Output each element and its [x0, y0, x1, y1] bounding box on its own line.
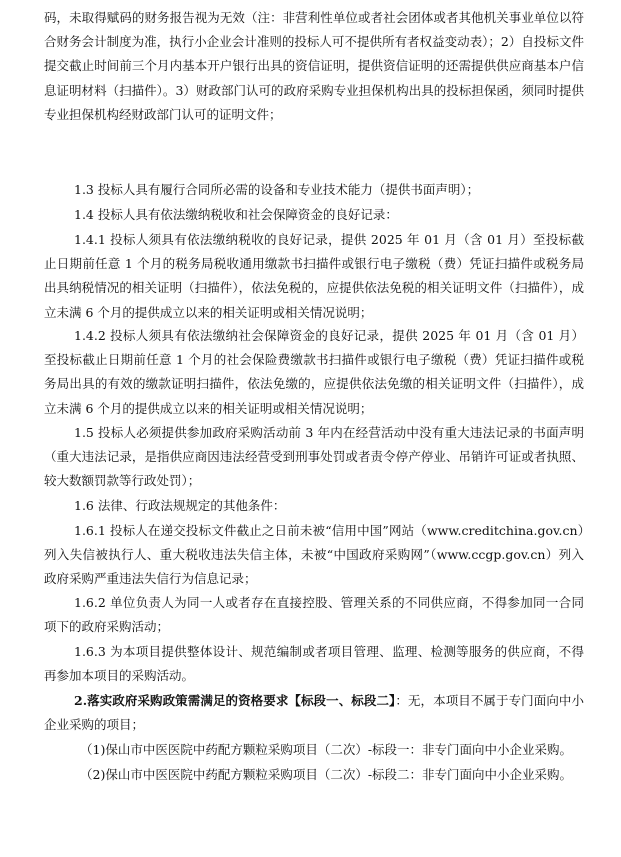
paragraph-lot-1: （1)保山市中医医院中药配方颗粒采购项目（二次）-标段一：非专门面向中小企业采购。 [80, 742, 573, 757]
paragraph-1-4-2: 1.4.2 投标人须具有依法缴纳社会保障资金的良好记录，提供 2025 年 01 月（含 01 月）至投标截止日期前任意 1 个月的社会保险费缴款书扫描件或银行电子缴税（费）凭证扫描件或税务局出具的有效的缴款证明扫描件，依法免缴的，应提供依法免缴的相关证明文件（扫描件），成立未满 6 个月的提供成立以来的相关证明或相关情况说明； [44, 328, 584, 416]
section-2-heading: 2.落实政府采购政策需满足的资格要求【标段一、标段二】 [74, 693, 396, 708]
paragraph-1-6: 1.6 法律、行政法规规定的其他条件： [74, 498, 286, 513]
paragraph-section-2 [44, 689, 584, 737]
paragraph-1-5: 1.5 投标人必须提供参加政府采购活动前 3 年内在经营活动中没有重大违法记录的书面声明（重大违法记录，是指供应商因违法经营受到刑事处罚或者责令停产停业、吊销许可证或者执照、较大数额罚款等行政处罚）； [44, 425, 584, 489]
paragraph-1-6-2: 1.6.2 单位负责人为同一人或者存在直接控股、管理关系的不同供应商，不得参加同一合同项下的政府采购活动； [44, 595, 584, 635]
paragraph-lot-2: （2)保山市中医医院中药配方颗粒采购项目（二次）-标段二：非专门面向中小企业采购。 [80, 767, 573, 782]
paragraph-1-4: 1.4 投标人具有依法缴纳税收和社会保障资金的良好记录： [74, 207, 398, 222]
paragraph-1-6-1: 1.6.1 投标人在递交投标文件截止之日前未被“信用中国”网站（www.creditchina.gov.cn）列入失信被执行人、重大税收违法失信主体，未被“中国政府采购网”（www.ccgp.gov.cn）列入政府采购严重违法失信行为信息记录； [44, 523, 584, 587]
paragraph-1-3: 1.3 投标人具有履行合同所必需的设备和专业技术能力（提供书面声明）； [74, 182, 480, 197]
paragraph-financial-report: 码，未取得赋码的财务报告视为无效（注：非营利性单位或者社会团体或者其他机关事业单位以符合财务会计制度为准，执行小企业会计准则的投标人可不提供所有者权益变动表）；2）自投标文件提交截止时间前三个月内基本开户银行出具的资信证明，提供资信证明的还需提供供应商基本户信息证明材料（扫描件）。3）财政部门认可的政府采购专业担保机构出具的投标担保函，须同时提供专业担保机构经财政部门认可的证明文件； [44, 10, 584, 122]
section-2-body: ：无，本项目不属于专门面向中小企业采购的项目； [44, 693, 584, 733]
paragraph-1-6-3: 1.6.3 为本项目提供整体设计、规范编制或者项目管理、监理、检测等服务的供应商，不得再参加本项目的采购活动。 [44, 644, 584, 684]
paragraph-1-4-1: 1.4.1 投标人须具有依法缴纳税收的良好记录，提供 2025 年 01 月（含 01 月）至投标截止日期前任意 1 个月的税务局税收通用缴款书扫描件或银行电子缴税（费）凭证扫描件或税务局出具纳税情况的相关证明（扫描件），依法免税的，应提供依法免税的相关证明文件（扫描件），成立未满 6 个月的提供成立以来的相关证明或相关情况说明； [44, 232, 584, 320]
